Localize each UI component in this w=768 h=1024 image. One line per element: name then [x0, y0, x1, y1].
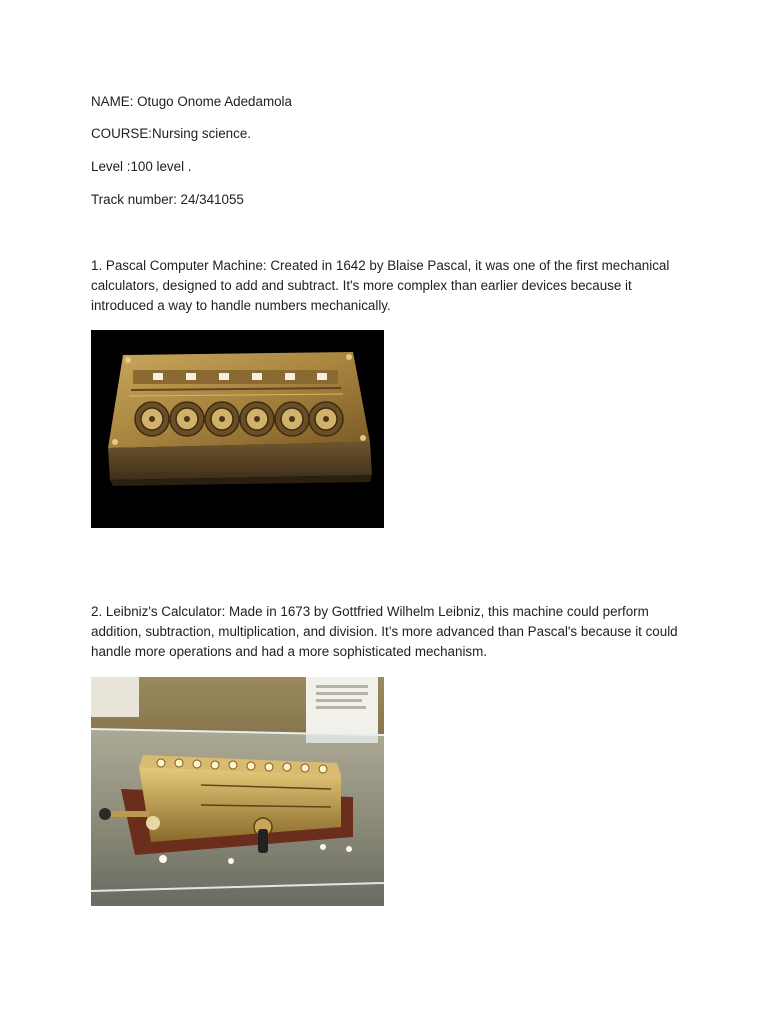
- section-1-text: 1. Pascal Computer Machine: Created in 1642 by Blaise Pascal, it was one of the first mechanical calculators, designed to add and subtract. It's more complex than earlier devices because it introduced a way to handle numbers mechanically.: [91, 258, 670, 313]
- track-number: Track number: 24/341055: [91, 192, 244, 207]
- section-2-text: 2. Leibniz's Calculator: Made in 1673 by Gottfried Wilhelm Leibniz, this machine could perform addition, subtraction, multiplication, and division. It’s more advanced than Pascal's because it could handle more operations and had a more sophisticated mechanism.: [91, 604, 678, 659]
- student-name: NAME: Otugo Onome Adedamola: [91, 94, 292, 109]
- course: COURSE:Nursing science.: [91, 126, 251, 141]
- leibniz-calculator-photo: [91, 677, 384, 906]
- pascaline-photo: [91, 330, 384, 528]
- level: Level :100 level .: [91, 159, 192, 174]
